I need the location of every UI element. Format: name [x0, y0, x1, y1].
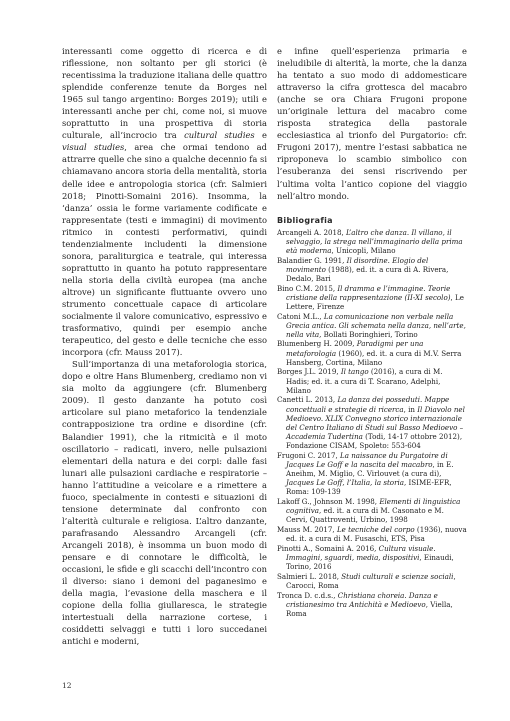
bibliography-text: Canetti L. 2013,	[277, 395, 338, 405]
body-paragraph-3: e infine quell’esperienza primaria e ineludibile di alterità, la morte, che la danza ha tentato a suo modo di addomesticare attraverso la cifra grottesca del macabro (anche se ora Chiara Frugoni propone un’originale lettura del macabro come risposta strategica della pastorale ecclesiastica al trionfo del Purgatorio: cfr. Frugoni 2017), mentre l’estasi sabbatica ne riproponeva lo scambio simbolico con l’esuberanza dei sensi riscrivendo per l’ultima volta l’antico copione del viaggio nell’altro mondo.	[277, 46, 467, 201]
bibliography-text: Borges J.L. 2019,	[277, 367, 341, 377]
bibliography-title: La comunicazione non verbale nella Grecia antica. Gli schemata nella danza, nell’arte, nella vita	[286, 311, 466, 339]
bibliography-entry	[277, 525, 467, 543]
bibliography-text: (2016), a cura di M. Hadis; ed. it. a cura di T. Scarano, Adelphi, Milano	[286, 367, 443, 395]
bibliography-heading: Bibliografia	[277, 215, 333, 225]
italic-term: cultural studies	[184, 130, 255, 141]
bibliography-text: (1936), nuova ed. it. a cura di M. Fusaschi, ETS, Pisa	[286, 525, 467, 544]
bibliography-title: Il Diavolo nel Medioevo. XLIX Convegno storico internazionale del Centro Italiano di Studi sul Basso Medioevo – Accademia Tudertina	[286, 404, 465, 442]
bibliography-text: Balandier G. 1991,	[277, 255, 347, 265]
bibliography-title: Paradigmi per una metaforologia	[286, 339, 424, 358]
bibliography-entry	[277, 367, 467, 394]
bibliography-text: , Unicopli, Milano	[331, 245, 396, 255]
bibliography-text: (1988), ed. it. a cura di A. Rivera, Dedalo, Bari	[286, 264, 449, 283]
bibliography-title: Il disordine. Elogio del movimento	[286, 255, 429, 274]
bibliography-text: (Todi, 14-17 ottobre 2012), Fondazione CISAM, Spoleto: 553-604	[286, 432, 463, 451]
bibliography-entry	[277, 451, 467, 497]
bibliography-text: , in E. Aneihm, M. Miglio, C. Virlouvet (a cura di),	[286, 460, 454, 479]
bibliography-text: , Viella, Roma	[286, 599, 453, 619]
body-paragraph-2: Sull’importanza di una metaforologia storica, dopo e oltre Hans Blumenberg, crediamo non vi sia molto da aggiungere (cfr. Blumenberg 2009). Il gesto danzante ha potuto così articolare sul piano metaforico la tendenziale contrapposizione tra ordine e disordine (cfr. Balandier 1991), che la ritmicità e il moto oscillatorio – radicati, invero, nelle pulsazioni elementari della natura e dei corpi: dalle fasi lunari alle pulsazioni cardiache e respiratorie – hanno l’attitudine a veicolare e a rimettere a fuoco, specialmente in contesti e situazioni di tensione determinate dal confronto con l’alterità culturale e religiosa. L’altro danzante, parafrasando Alessandro Arcangeli (cfr. Arcangeli 2018), è insomma un buon modo di pensare e di connotare le difficoltà, le occasioni, le sfide e gli scacchi dell’incontro con il diverso: siano i demoni del paganesimo e della magia, l’evasione della maschera e il copione della follia giullaresca, le strategie intertestuali della narrazione cortese, i cosiddetti selvaggi e tutti i loro succedanei antichi e moderni,	[62, 359, 267, 647]
bibliography-entry	[277, 591, 467, 618]
bibliography-title: Cultura visuale. Immagini, sguardi, media, dispositivi	[286, 543, 436, 563]
bibliography-text: Pinotti A., Somaini A. 2016,	[277, 543, 379, 553]
bibliography-text: Lakoff G., Johnson M. 1998,	[277, 497, 380, 507]
bibliography-text: Mauss M. 2017,	[277, 525, 337, 535]
bibliography-entry	[277, 339, 467, 366]
bibliography-entry	[277, 256, 467, 283]
bibliography-title: La danza dei posseduti. Mappe concettuali e strategie di ricerca	[286, 395, 450, 414]
bibliography-text: , Le Lettere, Firenze	[286, 292, 464, 311]
body-text: interessanti come oggetto di ricerca e di riflessione, non soltanto per gli storici (è recentissima la traduzione italiana delle quattro splendide conferenze tenute da Borges nel 1965 sul tango argentino: Borges 2019); utili e interessanti anche per chi, come noi, si muove soprattutto in una prospettiva di storia culturale, all’incrocio tra	[62, 46, 267, 141]
bibliography-text: , Einaudi, Torino, 2016	[286, 553, 454, 572]
bibliography-title: Jacques Le Goff, l’Italia, la storia	[286, 478, 404, 488]
bibliography-entry	[277, 312, 467, 339]
body-text: e	[254, 130, 267, 141]
bibliography-title: Elementi di linguistica cognitiva	[286, 497, 461, 516]
bibliography-list	[277, 228, 467, 619]
bibliography-text: Frugoni C. 2017,	[277, 450, 341, 460]
bibliography-entry	[277, 497, 467, 524]
left-text-column	[62, 45, 267, 647]
body-paragraph-1	[62, 45, 267, 358]
bibliography-title: Studi culturali e scienze sociali	[341, 571, 454, 581]
bibliography-text: Salmieri L. 2018,	[277, 571, 342, 581]
bibliography-text: Catoni M.L.,	[277, 311, 324, 321]
right-text-column	[277, 45, 467, 619]
bibliography-entry	[277, 572, 467, 590]
bibliography-title: La naissance du Purgatoire di Jacques Le Goff e la nascita del macabro	[286, 450, 448, 470]
bibliography-text: (1960), ed. it. a cura di M.V. Serra Hansberg, Cortina, Milano	[286, 348, 462, 367]
bibliography-text: , in	[403, 404, 418, 414]
bibliography-entry	[277, 544, 467, 571]
body-text: , area che ormai tendono ad attrarre quelle che sino a qualche decennio fa si chiamavano ancora storia della mentalità, storia delle idee e antropologia storica (cfr. Salmieri 2018; Pinotti-Somaini 2016). Insomma, la ‘danza’ ossia le forme variamente codificate e rappresentate (testi e immagini) di movimento ritmico in contesti performativi, quindi tendenzialmente includenti la dimensione sonora, paraliturgica e teatrale, qui interessa soprattutto in quanto ha potuto rappresentare nella storia della civiltà europea (ma anche altrove) un significante fluttuante ovvero uno strumento concettuale capace di articolare socialmente il valore comunicativo, espressivo e trasformativo, quindi per esempio anche terapeutico, del gesto e delle tecniche che esso incorpora (cfr. Mauss 2017).	[62, 142, 267, 358]
bibliography-title: Il tango	[340, 367, 369, 377]
bibliography-text: Blumenberg H. 2009,	[277, 339, 357, 349]
bibliography-text: , Bollati Boringhieri, Torino	[319, 329, 418, 339]
bibliography-text: , ed. it. a cura di M. Casonato e M. Cervi, Quattroventi, Urbino, 1998	[286, 506, 444, 525]
bibliography-title: Il dramma e l’immagine. Teorie cristiane della rappresentazione (II-XI secolo)	[286, 283, 451, 302]
bibliography-text: , Carocci, Roma	[286, 571, 456, 591]
bibliography-title: Christiana choreia. Danza e cristianesimo tra Antichità e Medioevo	[286, 590, 438, 609]
page-number: 12	[62, 681, 72, 690]
bibliography-entry	[277, 284, 467, 311]
bibliography-title: L’altro che danza. Il villano, il selvaggio, la strega nell’immaginario della prima età moderna	[286, 227, 463, 255]
bibliography-entry	[277, 228, 467, 255]
bibliography-title: Le tecniche del corpo	[336, 525, 415, 535]
italic-term: visual studies	[62, 142, 125, 153]
bibliography-text: , ISIME-EFR, Roma: 109-139	[286, 478, 452, 497]
bibliography-entry	[277, 395, 467, 450]
bibliography-text: Bino C.M. 2015,	[277, 283, 338, 293]
bibliography-text: Tronca D. c.d.s.,	[277, 590, 338, 600]
bibliography-text: Arcangeli A. 2018,	[277, 227, 347, 237]
